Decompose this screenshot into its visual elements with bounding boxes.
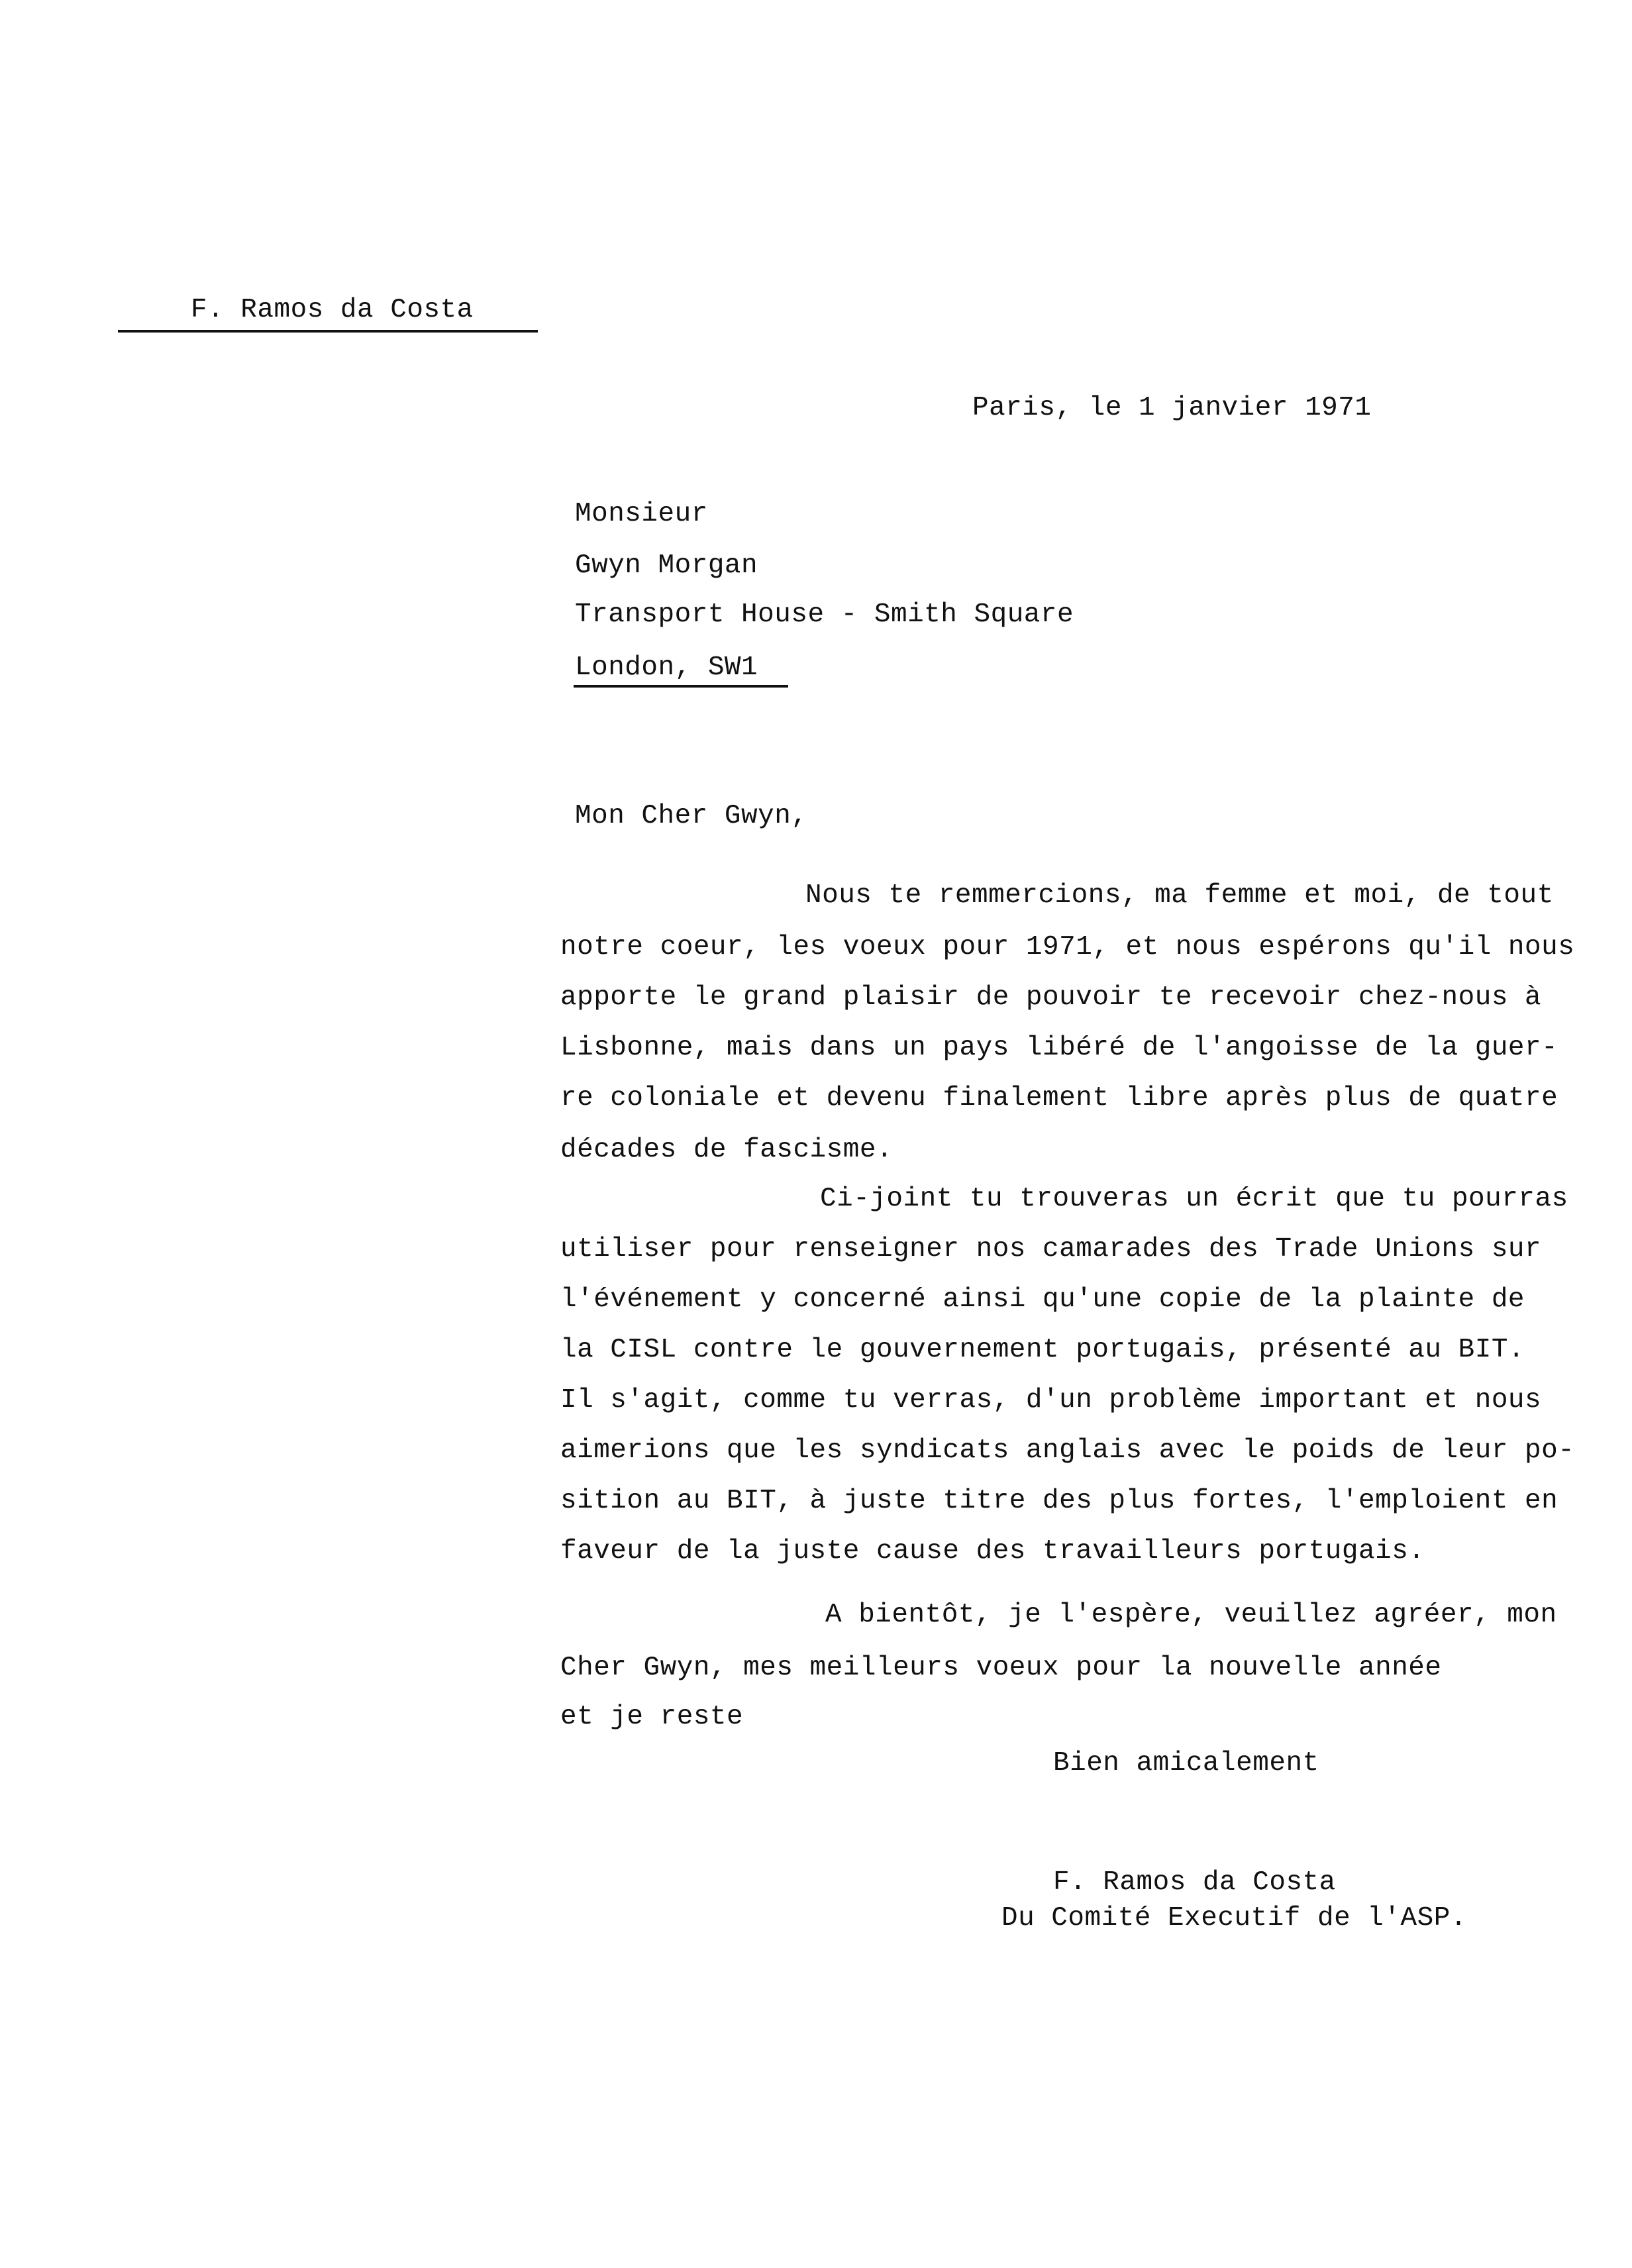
body-line: utiliser pour renseigner nos camarades des Trade Unions sur: [560, 1234, 1542, 1264]
body-line: sition au BIT, à juste titre des plus fortes, l'emploient en: [560, 1486, 1558, 1516]
recipient-title: Monsieur: [575, 499, 708, 529]
body-line: Ci-joint tu trouveras un écrit que tu pourras: [820, 1184, 1568, 1214]
signature-title: Du Comité Executif de l'ASP.: [1001, 1903, 1467, 1933]
body-line: et je reste: [560, 1702, 744, 1732]
body-line: A bientôt, je l'espère, veuillez agréer, mon: [825, 1600, 1557, 1630]
letterhead-name: F. Ramos da Costa: [191, 295, 474, 325]
body-line: l'événement y concerné ainsi qu'une copie de la plainte de: [560, 1284, 1525, 1315]
body-line: Il s'agit, comme tu verras, d'un problème important et nous: [560, 1385, 1542, 1416]
recipient-underline: [574, 685, 788, 688]
body-line: la CISL contre le gouvernement portugais, présenté au BIT.: [560, 1335, 1525, 1365]
recipient-address-line2: London, SW1: [575, 652, 758, 683]
body-line: Lisbonne, mais dans un pays libéré de l'angoisse de la guer-: [560, 1033, 1558, 1063]
body-line: Nous te remmercions, ma femme et moi, de tout: [805, 880, 1554, 911]
recipient-name: Gwyn Morgan: [575, 550, 758, 581]
body-line: apporte le grand plaisir de pouvoir te recevoir chez-nous à: [560, 982, 1542, 1013]
recipient-address-line1: Transport House - Smith Square: [575, 599, 1074, 630]
body-line: Cher Gwyn, mes meilleurs voeux pour la nouvelle année: [560, 1653, 1442, 1683]
letterhead-underline: [118, 330, 538, 333]
greeting: Mon Cher Gwyn,: [575, 801, 808, 831]
body-line: décades de fascisme.: [560, 1135, 893, 1165]
body-line: re coloniale et devenu finalement libre après plus de quatre: [560, 1083, 1558, 1113]
closing: Bien amicalement: [1053, 1748, 1319, 1778]
body-line: aimerions que les syndicats anglais avec le poids de leur po-: [560, 1435, 1575, 1466]
letter-date: Paris, le 1 janvier 1971: [972, 393, 1372, 423]
body-line: notre coeur, les voeux pour 1971, et nous espérons qu'il nous: [560, 932, 1575, 962]
signature-name: F. Ramos da Costa: [1053, 1867, 1336, 1898]
body-line: faveur de la juste cause des travailleurs portugais.: [560, 1536, 1425, 1567]
